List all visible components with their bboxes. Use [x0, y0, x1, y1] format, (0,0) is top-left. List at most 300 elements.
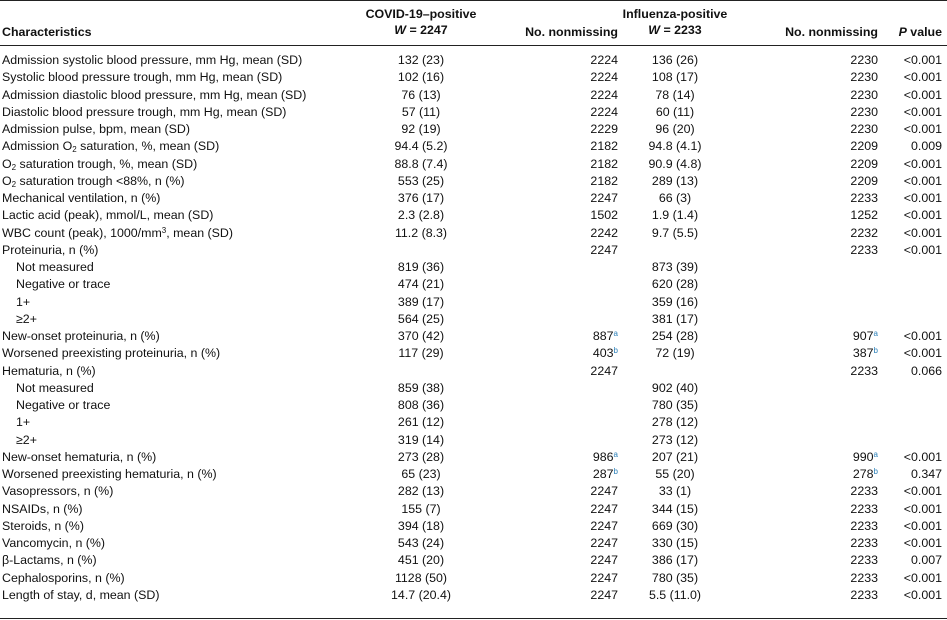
row-characteristic: Proteinuria, n (%): [2, 242, 99, 257]
flu-value: [595, 190, 755, 207]
p-value: [880, 501, 942, 518]
characteristic-text: , mean (SD): [166, 225, 234, 240]
covid-value: [340, 380, 502, 397]
table-row: [0, 121, 947, 138]
table-row: [0, 570, 947, 587]
flu-nonmissing: [760, 570, 878, 587]
p-value: [880, 535, 942, 552]
covid-value-value: 564 (25): [397, 311, 445, 326]
covid-value-value: 65 (23): [401, 467, 441, 481]
covid-value: [340, 501, 502, 518]
flu-nonmissing: [760, 225, 878, 242]
row-characteristic: β-Lactams, n (%): [2, 553, 97, 568]
table-row: [0, 104, 947, 121]
covid-nonmissing-value: 1502: [590, 208, 618, 223]
flu-nonmissing-value: 907: [852, 329, 874, 343]
covid-nonmissing-value: 2247: [590, 363, 618, 378]
flu-value-value: 359 (16): [651, 294, 699, 309]
flu-value-value: 108 (17): [651, 70, 699, 85]
covid-nonmissing-value: 2247: [590, 587, 618, 602]
flu-value-value: 278 (12): [651, 415, 699, 430]
flu-value: [595, 121, 755, 138]
flu-value-value: 1.9 (1.4): [651, 208, 699, 223]
header-flu-n: [595, 22, 755, 38]
footnote-marker[interactable]: b: [873, 346, 878, 356]
flu-nonmissing-value: 2230: [850, 122, 878, 136]
table-row: [0, 225, 947, 242]
table-row: [0, 52, 947, 69]
flu-value-value: 902 (40): [651, 380, 699, 395]
row-characteristic: Admission pulse, bpm, mean (SD): [2, 122, 190, 136]
covid-value-value: 553 (25): [397, 173, 445, 188]
p-value-value: <0.001: [903, 501, 942, 516]
flu-value-value: 94.8 (4.1): [648, 139, 702, 154]
table-row: [0, 242, 947, 259]
superscript: 3: [161, 225, 167, 235]
p-value-value: <0.001: [903, 53, 942, 67]
flu-value-value: 72 (19): [655, 346, 695, 361]
header-nonmissing-flu: No. nonmissing: [785, 25, 878, 39]
table-row: [0, 518, 947, 535]
flu-value: [595, 87, 755, 104]
flu-value: [595, 138, 755, 155]
flu-value-value: 66 (3): [658, 191, 692, 205]
p-value-value: <0.001: [903, 208, 942, 223]
covid-value: [340, 466, 502, 483]
characteristic-text: Admission O: [2, 139, 73, 154]
row-characteristic: Admission systolic blood pressure, mm Hg, mean (SD): [2, 53, 303, 67]
covid-value: [340, 87, 502, 104]
row-characteristic: 1+: [16, 294, 31, 309]
covid-value: [340, 345, 502, 362]
table-row: [0, 345, 947, 362]
flu-value: [595, 156, 755, 173]
p-value: [880, 328, 942, 345]
flu-nonmissing: [760, 52, 878, 69]
covid-value-value: 282 (13): [397, 484, 445, 499]
p-value-value: <0.001: [903, 346, 942, 361]
covid-value-value: 474 (21): [397, 277, 445, 292]
subscript: 2: [11, 179, 17, 189]
table-row: [0, 207, 947, 224]
row-characteristic: Hematuria, n (%): [2, 363, 96, 378]
p-value: [880, 156, 942, 173]
flu-value: [595, 173, 755, 190]
flu-value: [595, 432, 755, 449]
covid-nonmissing-value: 2247: [590, 553, 618, 568]
row-characteristic: Lactic acid (peak), mmol/L, mean (SD): [2, 208, 214, 223]
flu-nonmissing-value: 2209: [850, 173, 878, 188]
table-row: [0, 501, 947, 518]
table-row: [0, 190, 947, 207]
header-p-value: [880, 24, 942, 40]
flu-nonmissing: [760, 87, 878, 104]
flu-value-value: 780 (35): [651, 570, 699, 585]
flu-value: [595, 483, 755, 500]
table-row: [0, 294, 947, 311]
flu-value-value: 33 (1): [658, 484, 692, 499]
header-covid: [340, 6, 502, 38]
row-characteristic: Not measured: [16, 260, 94, 274]
flu-value-value: 55 (20): [655, 467, 695, 481]
characteristic-text: saturation, %, mean (SD): [76, 139, 220, 154]
flu-value-value: 96 (20): [655, 122, 695, 136]
covid-value: [340, 156, 502, 173]
flu-nonmissing-value: 278: [852, 467, 874, 481]
covid-nonmissing-value: 2224: [590, 87, 618, 102]
covid-nonmissing-value: 2224: [590, 104, 618, 119]
p-value-value: <0.001: [903, 329, 942, 343]
covid-nonmissing-value: 2247: [590, 570, 618, 585]
row-characteristic: Length of stay, d, mean (SD): [2, 587, 160, 602]
covid-nonmissing-value: 2247: [590, 191, 618, 205]
table-bottom-rule: [0, 618, 947, 619]
flu-nonmissing-value: 2233: [850, 242, 878, 257]
flu-nonmissing-value: 2233: [850, 570, 878, 585]
table-row: [0, 587, 947, 604]
flu-nonmissing: [760, 173, 878, 190]
covid-value: [340, 414, 502, 431]
flu-value: [595, 380, 755, 397]
flu-value: [595, 52, 755, 69]
flu-value: [595, 225, 755, 242]
flu-nonmissing: [760, 518, 878, 535]
covid-nonmissing-value: 2224: [590, 53, 618, 67]
row-characteristic: [2, 156, 197, 173]
table-row: [0, 414, 947, 431]
flu-nonmissing: [760, 466, 878, 483]
row-characteristic: Not measured: [16, 380, 94, 395]
row-characteristic: Systolic blood pressure trough, mm Hg, mean (SD): [2, 70, 283, 85]
p-value-value: <0.001: [903, 156, 942, 171]
covid-value: [340, 207, 502, 224]
covid-nonmissing-value: 2247: [590, 484, 618, 499]
header-nonmissing-covid: No. nonmissing: [525, 25, 618, 39]
covid-value-value: 859 (38): [397, 380, 445, 395]
p-value-value: <0.001: [903, 536, 942, 550]
flu-value-value: 9.7 (5.5): [651, 225, 699, 240]
p-value: [880, 121, 942, 138]
flu-nonmissing-value: 2230: [850, 70, 878, 85]
p-value: [880, 518, 942, 535]
p-value: [880, 363, 942, 380]
covid-value: [340, 69, 502, 86]
covid-value-value: 155 (7): [401, 501, 441, 516]
covid-value: [340, 535, 502, 552]
covid-value: [340, 121, 502, 138]
flu-value-value: 289 (13): [651, 173, 699, 188]
flu-nonmissing-value: 990: [852, 449, 874, 464]
row-characteristic: Worsened preexisting hematuria, n (%): [2, 467, 217, 481]
row-characteristic: [2, 173, 185, 190]
covid-value: [340, 397, 502, 414]
row-characteristic: Vancomycin, n (%): [2, 536, 106, 550]
characteristic-text: O: [2, 173, 12, 188]
flu-nonmissing-value: 2233: [850, 363, 878, 378]
flu-value-value: 873 (39): [651, 260, 699, 274]
flu-value-value: 90.9 (4.8): [648, 156, 702, 171]
header-flu: [595, 6, 755, 38]
covid-value-value: 808 (36): [397, 398, 445, 412]
row-characteristic: Admission diastolic blood pressure, mm Hg, mean (SD): [2, 87, 307, 102]
covid-value-value: 94.4 (5.2): [394, 139, 448, 154]
covid-value: [340, 432, 502, 449]
p-value: [880, 345, 942, 362]
flu-value-value: 60 (11): [655, 104, 695, 119]
covid-nonmissing-value: 2247: [590, 518, 618, 533]
flu-nonmissing-value: 2230: [850, 104, 878, 119]
footnote-marker[interactable]: a: [873, 329, 878, 338]
covid-value: [340, 138, 502, 155]
flu-value: [595, 518, 755, 535]
p-value: [880, 242, 942, 259]
p-value: [880, 69, 942, 86]
flu-nonmissing: [760, 328, 878, 345]
characteristic-text: O: [2, 156, 12, 171]
flu-value: [595, 311, 755, 328]
p-value-value: <0.001: [903, 70, 942, 85]
p-value: [880, 466, 942, 483]
flu-nonmissing-value: 2233: [850, 518, 878, 533]
covid-value: [340, 225, 502, 242]
flu-value: [592, 449, 755, 466]
p-value-value: <0.001: [903, 173, 942, 188]
covid-value: [340, 449, 502, 466]
header-flu-n-label: W: [648, 23, 660, 37]
subscript: 2: [72, 145, 77, 155]
covid-nonmissing-value: 403: [592, 346, 614, 361]
covid-value: [340, 104, 502, 121]
header-covid-n-label: W: [394, 23, 406, 37]
covid-value-value: 1128 (50): [394, 570, 448, 585]
table-row: [0, 276, 947, 293]
p-value-value: <0.001: [903, 225, 942, 240]
covid-value-value: 2.3 (2.8): [397, 208, 445, 223]
covid-value-value: 389 (17): [397, 294, 445, 309]
footnote-marker[interactable]: b: [613, 346, 618, 356]
p-value: [880, 587, 942, 604]
covid-value: [340, 552, 502, 569]
row-characteristic: New-onset hematuria, n (%): [2, 449, 157, 464]
covid-nonmissing-value: 2224: [590, 70, 618, 85]
header-p-suffix: value: [906, 25, 942, 39]
flu-value: [595, 397, 755, 414]
covid-value-value: 132 (23): [397, 53, 445, 67]
covid-value-value: 451 (20): [397, 553, 445, 568]
row-characteristic: 1+: [16, 415, 31, 430]
row-characteristic: [2, 225, 233, 242]
covid-value: [340, 483, 502, 500]
covid-value-value: 102 (16): [397, 70, 445, 85]
p-value-value: <0.001: [903, 570, 942, 585]
covid-value: [340, 587, 502, 604]
covid-value: [340, 518, 502, 535]
p-value: [880, 483, 942, 500]
table-row: [0, 69, 947, 86]
table-row: [0, 552, 947, 569]
header-flu-title: Influenza-positive: [622, 7, 728, 21]
covid-nonmissing-value: 2182: [590, 139, 618, 154]
flu-value-value: 780 (35): [651, 398, 699, 412]
flu-value: [595, 207, 755, 224]
p-value-value: 0.009: [910, 139, 942, 154]
flu-value-value: 386 (17): [651, 553, 699, 568]
flu-value: [595, 501, 755, 518]
flu-nonmissing: [760, 207, 878, 224]
table-body: [0, 52, 947, 604]
footnote-marker[interactable]: a: [613, 449, 618, 459]
flu-nonmissing-value: 2233: [850, 553, 878, 568]
flu-value: [595, 535, 755, 552]
p-value-value: <0.001: [903, 104, 942, 119]
p-value-value: <0.001: [903, 587, 942, 602]
flu-nonmissing: [760, 242, 878, 259]
flu-value: [592, 345, 755, 362]
covid-nonmissing-value: 887: [592, 329, 614, 343]
flu-nonmissing-value: 1252: [850, 208, 878, 223]
p-value-value: 0.066: [910, 363, 942, 378]
flu-value: [595, 552, 755, 569]
flu-value-value: 381 (17): [651, 311, 699, 326]
covid-value-value: 117 (29): [398, 346, 444, 361]
p-value: [880, 570, 942, 587]
p-value-value: <0.001: [903, 191, 942, 205]
p-value-value: <0.001: [903, 484, 942, 499]
row-characteristic: Diastolic blood pressure trough, mm Hg, mean (SD): [2, 104, 287, 119]
covid-nonmissing-value: 2182: [590, 156, 618, 171]
p-value: [880, 225, 942, 242]
table-row: [0, 87, 947, 104]
flu-nonmissing-value: 2233: [850, 501, 878, 516]
p-value-value: <0.001: [903, 122, 942, 136]
p-value: [880, 552, 942, 569]
flu-nonmissing: [760, 501, 878, 518]
covid-value: [340, 328, 502, 345]
flu-value: [595, 104, 755, 121]
flu-nonmissing-value: 2230: [850, 53, 878, 67]
flu-value-value: 344 (15): [651, 501, 699, 516]
flu-value: [595, 259, 755, 276]
p-value: [880, 449, 942, 466]
flu-nonmissing: [760, 449, 878, 466]
covid-value-value: 11.2 (8.3): [394, 225, 448, 240]
row-characteristic: [2, 138, 219, 155]
table-row: [0, 449, 947, 466]
covid-value: [340, 294, 502, 311]
p-value: [880, 52, 942, 69]
table-row: [0, 380, 947, 397]
row-characteristic: Cephalosporins, n (%): [2, 570, 125, 585]
flu-nonmissing-value: 2233: [850, 484, 878, 499]
row-characteristic: ≥2+: [16, 311, 37, 326]
covid-value-value: 88.8 (7.4): [394, 156, 448, 171]
flu-value-value: 254 (28): [651, 329, 699, 343]
p-value-value: <0.001: [903, 87, 942, 102]
covid-value: [340, 259, 502, 276]
flu-nonmissing-value: 2233: [850, 536, 878, 550]
covid-value: [340, 570, 502, 587]
characteristic-text: saturation trough, %, mean (SD): [16, 156, 198, 171]
covid-value: [340, 52, 502, 69]
covid-nonmissing-value: 2229: [590, 122, 618, 136]
flu-nonmissing: [760, 69, 878, 86]
p-value-value: <0.001: [903, 518, 942, 533]
covid-value-value: 14.7 (20.4): [391, 587, 451, 602]
characteristic-text: saturation trough <88%, n (%): [16, 173, 185, 188]
flu-value-value: 207 (21): [651, 449, 699, 464]
flu-value: [592, 466, 755, 483]
flu-nonmissing: [760, 587, 878, 604]
flu-nonmissing: [760, 190, 878, 207]
row-characteristic: New-onset proteinuria, n (%): [2, 329, 160, 343]
covid-nonmissing-value: 2247: [590, 501, 618, 516]
flu-value-value: 273 (12): [651, 432, 699, 447]
row-characteristic: NSAIDs, n (%): [2, 501, 83, 516]
table-row: [0, 466, 947, 483]
flu-nonmissing: [760, 104, 878, 121]
header-covid-n-value: = 2247: [409, 23, 448, 37]
p-value: [880, 173, 942, 190]
table-row: [0, 535, 947, 552]
covid-nonmissing-value: 2247: [590, 242, 618, 257]
header-characteristics: Characteristics: [2, 25, 92, 39]
flu-nonmissing-value: 2230: [850, 87, 878, 102]
covid-nonmissing-value: 2247: [590, 536, 618, 550]
table-row: [0, 311, 947, 328]
covid-nonmissing: [500, 242, 618, 259]
table-row: [0, 483, 947, 500]
header-p-label: P: [898, 25, 907, 39]
covid-value-value: 376 (17): [397, 191, 445, 205]
flu-nonmissing-value: 2209: [850, 139, 878, 154]
covid-value-value: 273 (28): [397, 449, 445, 464]
table-row: [0, 328, 947, 345]
footnote-marker[interactable]: a: [873, 449, 878, 459]
flu-nonmissing-value: 2232: [850, 225, 878, 240]
covid-value: [340, 276, 502, 293]
p-value: [880, 190, 942, 207]
flu-nonmissing: [760, 121, 878, 138]
table-row: [0, 173, 947, 190]
flu-nonmissing-value: 2233: [850, 191, 878, 205]
flu-value: [595, 276, 755, 293]
covid-value-value: 394 (18): [397, 518, 445, 533]
covid-value-value: 261 (12): [397, 415, 445, 430]
flu-nonmissing: [760, 345, 878, 362]
header-rule: [0, 45, 947, 46]
row-characteristic: Negative or trace: [16, 398, 111, 412]
footnote-marker[interactable]: b: [873, 467, 878, 476]
characteristic-text: WBC count (peak), 1000/mm: [2, 225, 162, 240]
footnote-marker[interactable]: b: [613, 467, 618, 476]
covid-value-value: 76 (13): [401, 87, 441, 102]
covid-value: [340, 190, 502, 207]
header-covid-n: [340, 22, 502, 38]
flu-nonmissing: [760, 552, 878, 569]
table-row: [0, 259, 947, 276]
covid-value: [340, 173, 502, 190]
table-row: [0, 432, 947, 449]
flu-value-value: 78 (14): [655, 87, 695, 102]
covid-nonmissing-value: 986: [592, 449, 614, 464]
row-characteristic: Mechanical ventilation, n (%): [2, 191, 161, 205]
row-characteristic: Worsened preexisting proteinuria, n (%): [2, 346, 221, 361]
footnote-marker[interactable]: a: [613, 329, 618, 338]
flu-nonmissing-value: 2233: [850, 587, 878, 602]
flu-value-value: 669 (30): [651, 518, 699, 533]
flu-value-value: 620 (28): [651, 277, 699, 292]
table-row: [0, 363, 947, 380]
